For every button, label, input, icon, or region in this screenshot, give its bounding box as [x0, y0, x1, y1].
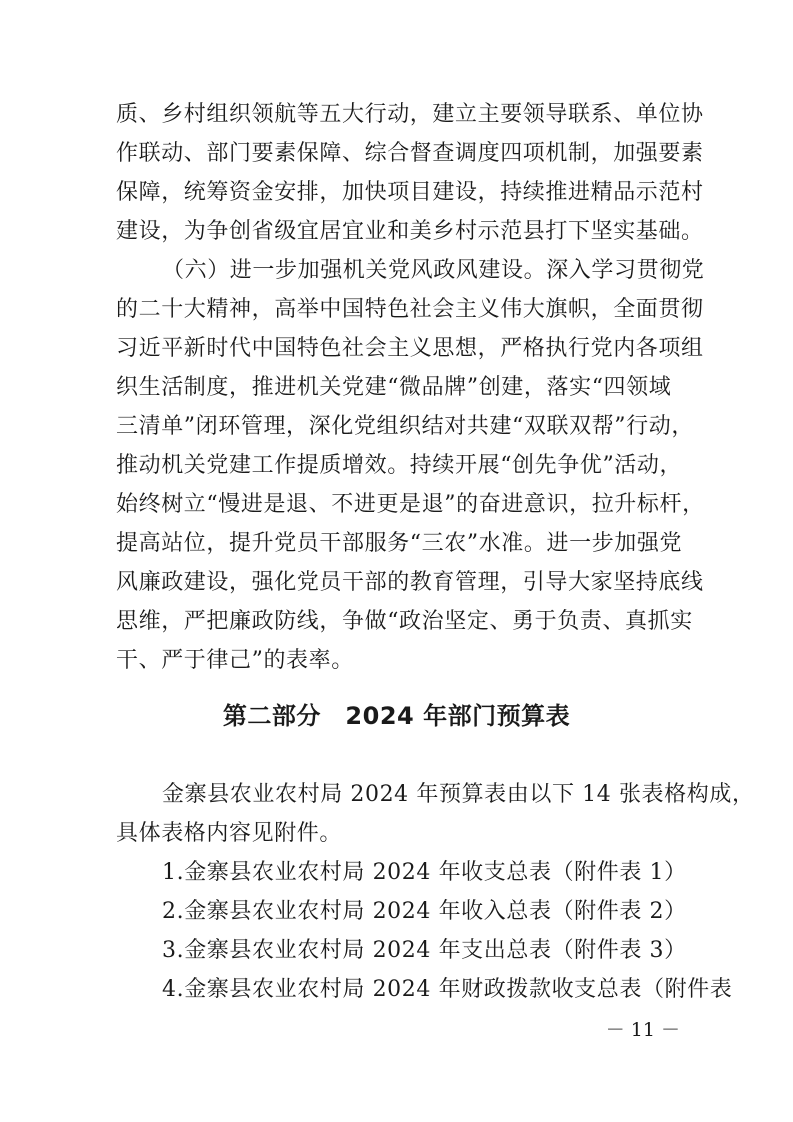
- body-text-line: 推动机关党建工作提质增效。持续开展“创先争优”活动，: [116, 453, 683, 478]
- table-list-item: 2.金寨县农业农村局 2024 年收入总表（附件表 2）: [162, 899, 687, 924]
- body-text-line: 保障，统筹资金安排，加快项目建设，持续推进精品示范村: [116, 180, 704, 205]
- body-text-line: 提高站位，提升党员干部服务“三农”水准。进一步加强党: [116, 531, 683, 556]
- intro-text-line: 具体表格内容见附件。: [116, 821, 343, 846]
- body-text-line: 干、严于律己”的表率。: [116, 648, 354, 673]
- part-two-heading: 第二部分 2024 年部门预算表: [222, 702, 571, 730]
- body-text-line: 思维，严把廉政防线，争做“政治坚定、勇于负责、真抓实: [116, 609, 693, 634]
- page-number: － 11 －: [605, 1019, 680, 1041]
- body-text-line: 的二十大精神，高举中国特色社会主义伟大旗帜，全面贯彻: [116, 297, 704, 322]
- body-text-line: 质、乡村组织领航等五大行动，建立主要领导联系、单位协: [116, 102, 704, 127]
- intro-text-line: 金寨县农业农村局 2024 年预算表由以下 14 张表格构成，: [162, 782, 755, 807]
- body-text-line: 习近平新时代中国特色社会主义思想，严格执行党内各项组: [116, 336, 704, 361]
- body-text-line: 三清单”闭环管理，深化党组织结对共建“双联双帮”行动，: [116, 414, 694, 439]
- body-text-line: 建设，为争创省级宜居宜业和美乡村示范县打下坚实基础。: [116, 219, 704, 244]
- body-text-line: 始终树立“慢进是退、不进更是退”的奋进意识，拉升标杆，: [116, 492, 705, 517]
- body-text-line: 风廉政建设，强化党员干部的教育管理，引导大家坚持底线: [116, 570, 704, 595]
- body-text-line: 作联动、部门要素保障、综合督查调度四项机制，加强要素: [116, 141, 704, 166]
- section-six-heading-line: （六）进一步加强机关党风政风建设。深入学习贯彻党: [162, 258, 705, 283]
- table-list-item: 3.金寨县农业农村局 2024 年支出总表（附件表 3）: [162, 938, 687, 963]
- body-text-line: 织生活制度，推进机关党建“微品牌”创建，落实“四领域: [116, 375, 672, 400]
- table-list-item: 1.金寨县农业农村局 2024 年收支总表（附件表 1）: [162, 860, 687, 885]
- table-list-item: 4.金寨县农业农村局 2024 年财政拨款收支总表（附件表: [162, 977, 733, 1002]
